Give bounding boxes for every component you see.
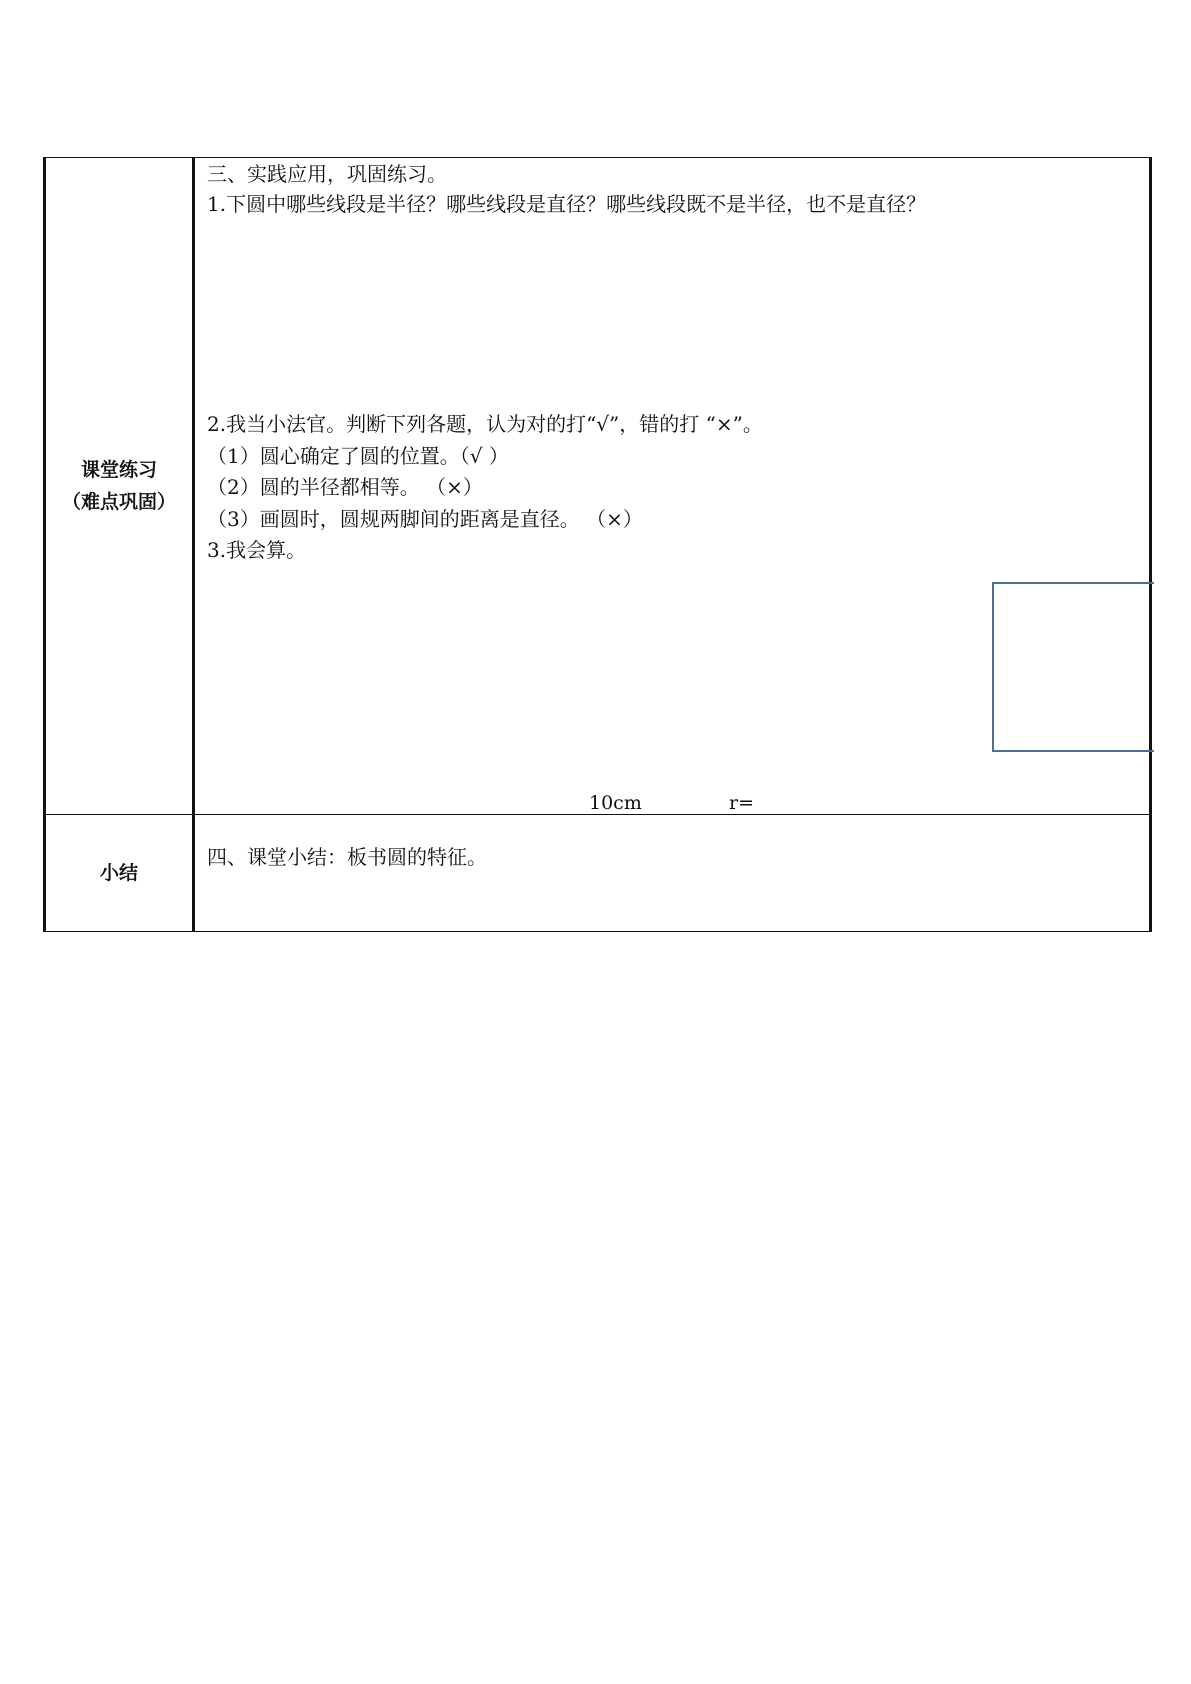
question-1: 1.下圆中哪些线段是半径？哪些线段是直径？哪些线段既不是半径，也不是直径？ — [207, 192, 927, 216]
lesson-plan-sheet — [43, 157, 1152, 932]
practice-label: 课堂练习 — [80, 459, 157, 481]
summary-label: 小结 — [99, 862, 138, 884]
practice-row — [45, 158, 1151, 815]
summary-label-cell — [45, 815, 194, 932]
figure-frame — [992, 582, 1154, 752]
diameter-caption: 10cm — [589, 792, 642, 814]
question-2-item-3: （3）画圆时，圆规两脚间的距离是直径。 （×） — [207, 507, 643, 531]
radius-caption: r= — [729, 792, 755, 814]
question-2-item-2: （2）圆的半径都相等。 （×） — [207, 475, 483, 499]
question-2: 2.我当小法官。判断下列各题，认为对的打“√”，错的打 “×”。 — [207, 412, 763, 436]
practice-label-cell — [45, 158, 194, 815]
summary-content-cell — [194, 815, 1151, 932]
practice-sublabel: （难点巩固） — [61, 491, 176, 513]
practice-content-cell — [194, 158, 1151, 815]
question-3: 3.我会算。 — [207, 538, 307, 562]
question-2-item-1: （1）圆心确定了圆的位置。（√ ） — [207, 444, 509, 468]
summary-row — [45, 815, 1151, 932]
lesson-plan-table — [43, 157, 1152, 932]
summary-text: 四、课堂小结：板书圆的特征。 — [207, 845, 487, 869]
practice-heading: 三、实践应用，巩固练习。 — [207, 162, 447, 186]
